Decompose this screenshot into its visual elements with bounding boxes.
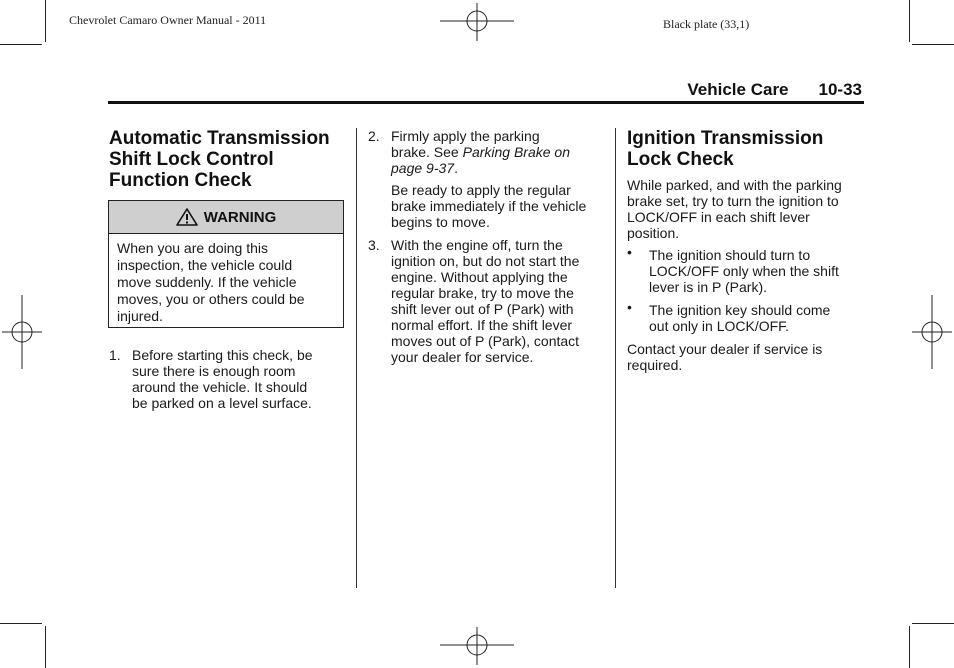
bullet-line: The ignition key should come bbox=[649, 302, 831, 318]
crop-mark bbox=[45, 626, 46, 668]
step-text bbox=[391, 237, 608, 365]
intro-paragraph bbox=[627, 177, 867, 241]
heading-line: Automatic Transmission bbox=[109, 128, 330, 149]
heading-line: Function Check bbox=[109, 170, 252, 191]
paragraph-line: brake set, try to turn the ignition to bbox=[627, 193, 839, 209]
step-2 bbox=[368, 128, 608, 230]
crop-mark bbox=[0, 623, 42, 624]
warning-line: inspection, the vehicle could bbox=[117, 257, 293, 273]
step-number: 3. bbox=[368, 237, 380, 253]
step-line: ignition on, but do not start the bbox=[391, 253, 580, 269]
paragraph-line: position. bbox=[627, 225, 680, 241]
step-line: Before starting this check, be bbox=[132, 347, 313, 363]
column-divider bbox=[356, 128, 357, 588]
crop-mark bbox=[45, 0, 46, 42]
paragraph-line: LOCK/OFF in each shift lever bbox=[627, 209, 810, 225]
column-divider bbox=[615, 128, 616, 588]
step-line bbox=[391, 144, 608, 160]
heading-line: Ignition Transmission bbox=[627, 128, 824, 149]
warning-label: WARNING bbox=[203, 208, 277, 226]
cross-reference-page[interactable]: page 9-37 bbox=[391, 160, 455, 176]
step-line: sure there is enough room bbox=[132, 363, 296, 379]
section-heading bbox=[627, 128, 867, 170]
crop-mark bbox=[912, 44, 954, 45]
bullet-text bbox=[649, 302, 867, 334]
step-text-run: . bbox=[454, 160, 458, 176]
outro-paragraph bbox=[627, 341, 867, 373]
step-line: moves out of P (Park), contact bbox=[391, 333, 580, 349]
bullet-line: The ignition should turn to bbox=[649, 247, 811, 263]
registration-mark-icon bbox=[440, 3, 514, 41]
warning-line: When you are doing this bbox=[117, 240, 268, 256]
crop-mark bbox=[912, 623, 954, 624]
bullet-line: lever is in P (Park). bbox=[649, 279, 767, 295]
paragraph-line: While parked, and with the parking bbox=[627, 177, 842, 193]
warning-box bbox=[108, 200, 344, 328]
registration-mark-icon bbox=[440, 627, 514, 665]
bullet-line: LOCK/OFF only when the shift bbox=[649, 263, 839, 279]
slug-left: Chevrolet Camaro Owner Manual - 2011 bbox=[69, 13, 267, 27]
step-line: be parked on a level surface. bbox=[132, 395, 312, 411]
warning-text bbox=[109, 234, 343, 325]
step-number: 1. bbox=[109, 347, 121, 363]
bullet-line: out only in LOCK/OFF. bbox=[649, 318, 790, 334]
bullet-icon: • bbox=[627, 244, 632, 260]
crop-mark bbox=[909, 626, 910, 668]
heading-line: Lock Check bbox=[627, 149, 734, 170]
registration-mark-icon bbox=[912, 295, 952, 369]
step-text-run: brake. See bbox=[391, 144, 463, 160]
warning-triangle-icon bbox=[176, 208, 198, 226]
bullet-icon: • bbox=[627, 299, 632, 315]
step-text bbox=[391, 128, 608, 230]
step-line: Be ready to apply the regular bbox=[391, 182, 571, 198]
slug-right: Black plate (33,1) bbox=[663, 17, 750, 31]
registration-mark-icon bbox=[2, 295, 42, 369]
step-line: your dealer for service. bbox=[391, 349, 534, 365]
warning-line: move suddenly. If the vehicle bbox=[117, 274, 297, 290]
warning-header bbox=[109, 201, 343, 234]
bullet-text bbox=[649, 247, 867, 295]
warning-line: moves, you or others could be bbox=[117, 291, 305, 307]
crop-mark bbox=[0, 44, 42, 45]
paragraph-line: required. bbox=[627, 357, 683, 373]
step-3 bbox=[368, 237, 608, 365]
heading-line: Shift Lock Control bbox=[109, 149, 274, 170]
step-line: shift lever out of P (Park) with bbox=[391, 301, 574, 317]
step-line: brake immediately if the vehicle bbox=[391, 198, 587, 214]
crop-mark bbox=[909, 0, 910, 42]
step-line: around the vehicle. It should bbox=[132, 379, 308, 395]
step-line: With the engine off, turn the bbox=[391, 237, 563, 253]
step-number: 2. bbox=[368, 128, 380, 144]
step-line: regular brake, try to move the bbox=[391, 285, 574, 301]
step-line bbox=[391, 160, 608, 176]
bullet-item bbox=[627, 299, 867, 334]
page-number: 10-33 bbox=[818, 80, 862, 99]
warning-line: injured. bbox=[117, 308, 163, 324]
bullet-item bbox=[627, 244, 867, 295]
section-title: Vehicle Care bbox=[687, 80, 789, 99]
step-1 bbox=[109, 347, 349, 411]
step-line: normal effort. If the shift lever bbox=[391, 317, 573, 333]
section-heading bbox=[109, 128, 349, 191]
cross-reference-link[interactable]: Parking Brake on bbox=[462, 144, 571, 160]
step-line: Firmly apply the parking bbox=[391, 128, 540, 144]
running-head bbox=[687, 80, 862, 100]
paragraph-line: Contact your dealer if service is bbox=[627, 341, 823, 357]
header-rule bbox=[108, 101, 864, 104]
step-line: engine. Without applying the bbox=[391, 269, 568, 285]
step-text bbox=[132, 347, 349, 411]
step-line: begins to move. bbox=[391, 214, 490, 230]
